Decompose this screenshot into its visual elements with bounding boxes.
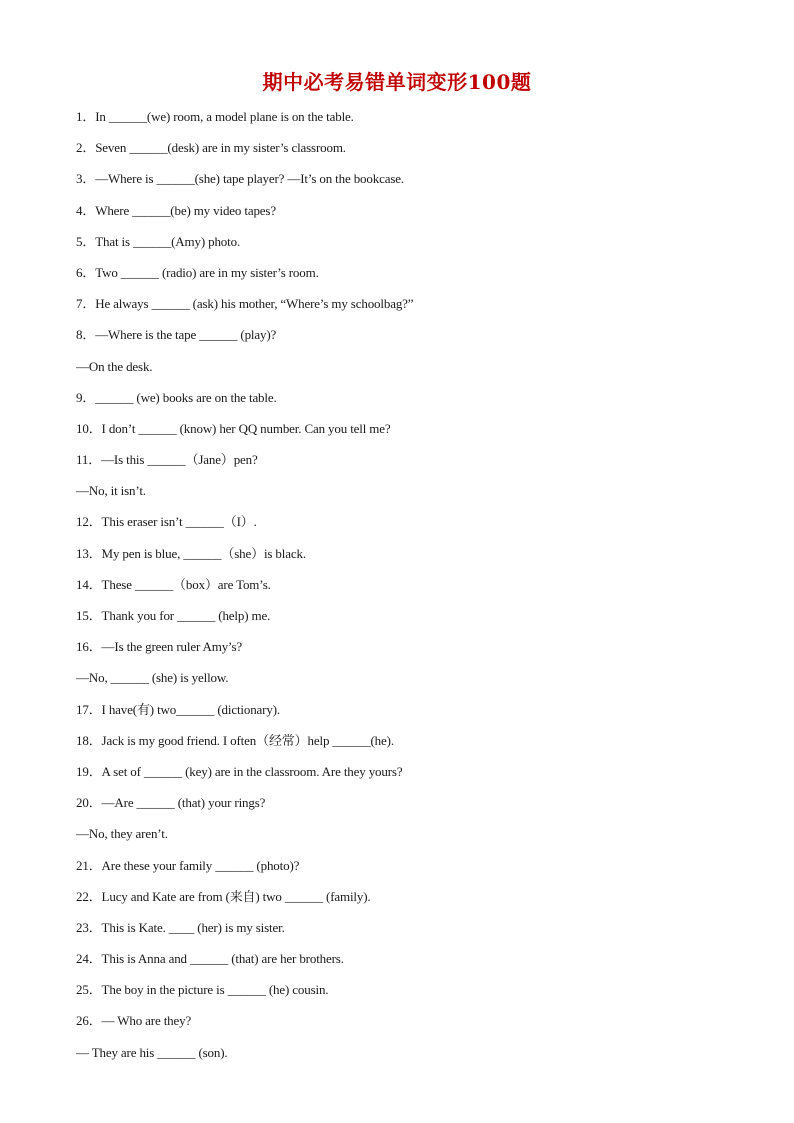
exercise-line: 18．Jack is my good friend. I often（经常）help ______(he). bbox=[76, 732, 394, 748]
exercise-line: 12．This eraser isn’t ______（I）. bbox=[76, 514, 257, 530]
page-title: 期中必考易错单词变形100题 bbox=[262, 70, 532, 94]
exercise-line: 6．Two ______ (radio) are in my sister’s room. bbox=[76, 264, 319, 280]
exercise-list bbox=[76, 108, 756, 1075]
exercise-line: 15．Thank you for ______ (help) me. bbox=[76, 608, 271, 623]
exercise-line: 8．—Where is the tape ______ (play)? bbox=[76, 327, 277, 343]
exercise-line: 5．That is ______(Amy) photo. bbox=[76, 233, 241, 249]
exercise-line: 11．—Is this ______（Jane）pen? bbox=[76, 452, 258, 468]
exercise-line: 20．—Are ______ (that) your rings? bbox=[76, 795, 266, 811]
exercise-line: 21．Are these your family ______ (photo)? bbox=[76, 857, 300, 873]
exercise-line: 17．I have(有) two______ (dictionary). bbox=[76, 701, 280, 717]
exercise-line: 25．The boy in the picture is ______ (he) cousin. bbox=[76, 982, 329, 998]
exercise-line: 4．Where ______(be) my video tapes? bbox=[76, 202, 276, 218]
answer-line: — They are his ______ (son). bbox=[76, 1044, 228, 1060]
exercise-line: 3．—Where is ______(she) tape player? —It’s on the bookcase. bbox=[76, 171, 404, 187]
exercise-line: 9．______ (we) books are on the table. bbox=[76, 389, 277, 405]
exercise-line: 1．In ______(we) room, a model plane is on the table. bbox=[76, 109, 354, 124]
exercise-line: 24．This is Anna and ______ (that) are her brothers. bbox=[76, 951, 344, 967]
exercise-line: 23．This is Kate. ____ (her) is my sister. bbox=[76, 919, 285, 935]
answer-line: —No, ______ (she) is yellow. bbox=[76, 670, 229, 686]
answer-line: —On the desk. bbox=[76, 358, 153, 374]
exercise-line: 19．A set of ______ (key) are in the classroom. Are they yours? bbox=[76, 763, 403, 779]
answer-line: —No, it isn’t. bbox=[76, 483, 146, 499]
exercise-line: 2．Seven ______(desk) are in my sister’s classroom. bbox=[76, 140, 346, 156]
exercise-line: 16．—Is the green ruler Amy’s? bbox=[76, 639, 243, 655]
exercise-line: 7．He always ______ (ask) his mother, “Where’s my schoolbag?” bbox=[76, 296, 414, 312]
exercise-line: 10．I don’t ______ (know) her QQ number. Can you tell me? bbox=[76, 420, 391, 436]
exercise-line: 22．Lucy and Kate are from (来自) two ______ (family). bbox=[76, 888, 371, 904]
exercise-line: 26．— Who are they? bbox=[76, 1013, 192, 1029]
answer-line: —No, they aren’t. bbox=[76, 826, 168, 842]
exercise-line: 14．These ______（box）are Tom’s. bbox=[76, 576, 271, 592]
exercise-line: 13．My pen is blue, ______（she）is black. bbox=[76, 545, 306, 561]
